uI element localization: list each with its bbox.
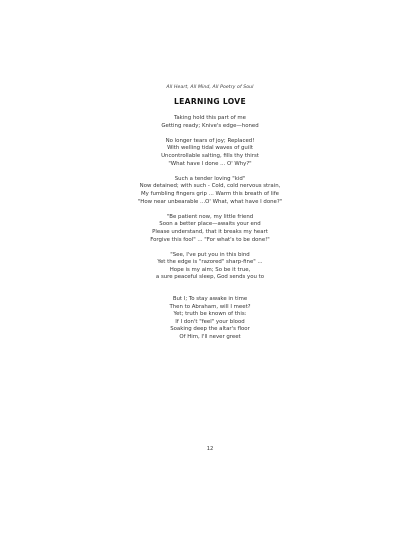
poem-title: LEARNING LOVE	[174, 97, 246, 106]
poem-line: "Be patient now, my little friend	[166, 213, 254, 220]
poem-line: No longer tears of joy; Replaced!	[165, 137, 255, 144]
poem-line: Now detained; with such - Cold, cold nervous strain,	[139, 183, 281, 190]
stanza-2	[0, 138, 420, 168]
poem-line: Yet the edge is "razored" sharp-fine" ...	[157, 259, 263, 266]
stanza-6	[0, 296, 420, 342]
stanza-5	[0, 252, 420, 282]
poem-body	[0, 115, 420, 349]
poem-line: Then to Abraham, will I meet?	[169, 303, 251, 310]
poem-line: Hope is my aim; So be it true,	[169, 266, 251, 273]
poem-line: Getting ready; Knive's edge—honed	[161, 122, 259, 129]
page-number: 12	[206, 446, 214, 452]
poem-line: "See, I've put you in this bind	[170, 251, 250, 258]
poem-line: Uncontrollable salting, fills thy thirst	[161, 152, 259, 159]
running-head: All Heart, All Mind, All Poetry of Soul	[166, 85, 254, 90]
poem-line: Soon a better place—awaits your end	[159, 221, 261, 228]
poem-line: "How near unbearable ...O' What, what have I done?"	[137, 198, 283, 205]
poem-line: Soaking deep the altar's floor	[170, 326, 250, 333]
poem-line: Yet; truth be known of this:	[173, 311, 247, 318]
stanza-4	[0, 214, 420, 244]
stanza-3	[0, 176, 420, 206]
poem-line: Taking hold this part of me	[173, 115, 247, 121]
stanza-1	[0, 115, 420, 130]
poem-line: Forgive this fool" ... "For what's to be done!"	[150, 236, 270, 243]
poem-line: With welling tidal waves of guilt	[167, 145, 253, 152]
poem-line: a sure peaceful sleep, God sends you to	[155, 274, 265, 281]
poem-line: If I don't "feel" your blood	[175, 318, 245, 325]
poem-line: Such a tender loving "kid"	[174, 175, 246, 182]
poem-line: My fumbling fingers grip ... Warm this breath of life	[141, 190, 279, 197]
poem-line: "What have I done ... O' Why?"	[168, 160, 252, 167]
poem-line: Of Him, I'll never greet	[179, 334, 241, 341]
poem-line: Please understand, that it breaks my heart	[152, 228, 268, 235]
poem-line: But I; To stay awake in time	[172, 296, 248, 303]
